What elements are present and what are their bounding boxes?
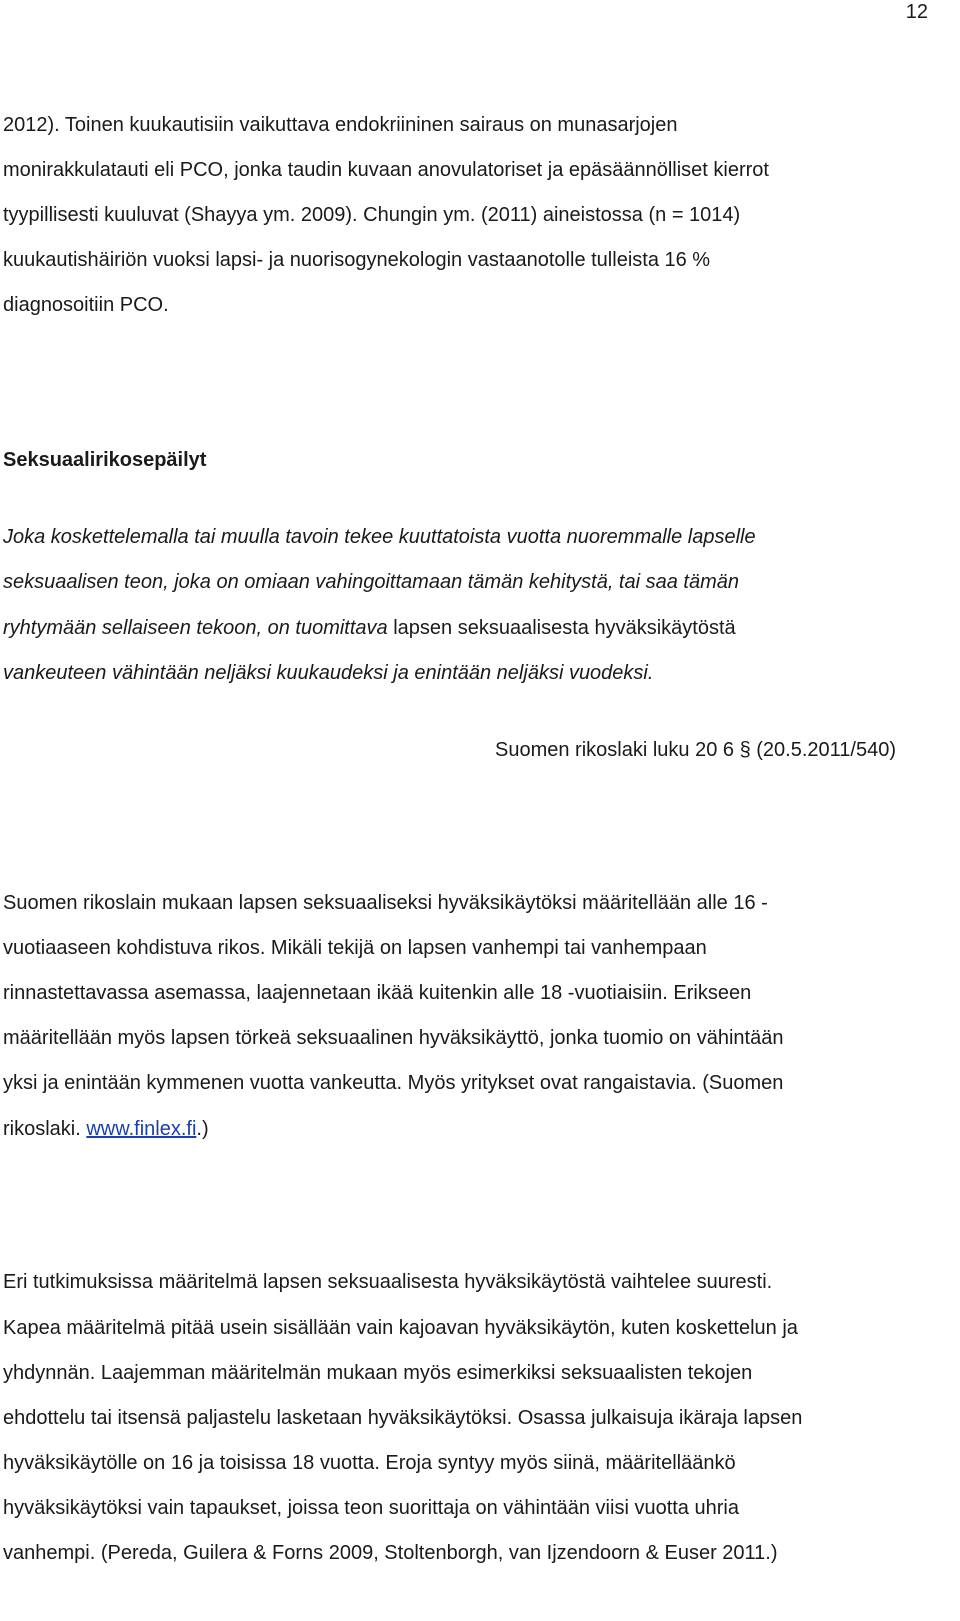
quote-plain-part: lapsen seksuaalisesta hyväksikäytöstä [393,617,736,639]
finlex-link[interactable]: www.finlex.fi [86,1118,197,1140]
paragraph-line: yksi ja enintään kymmenen vuotta vankeutta. Myös yritykset ovat rangaistavia. (Suomen [3,1072,784,1094]
paragraph-line: yhdynnän. Laajemman määritelmän mukaan myös esimerkiksi seksuaalisten tekojen [3,1362,753,1384]
quote-italic-part: ryhtymään sellaiseen tekoon, on tuomittava [3,617,394,639]
law-citation: Suomen rikoslaki luku 20 6 § (20.5.2011/540) [495,739,896,761]
page-number: 12 [905,1,928,23]
paragraph-line: 2012). Toinen kuukautisiin vaikuttava endokriininen sairaus on munasarjojen [3,114,678,136]
paragraph-line: monirakkulatauti eli PCO, jonka taudin kuvaan anovulatoriset ja epäsäännölliset kierrot [3,159,769,181]
paragraph-line [3,1115,209,1143]
quote-line [3,614,736,642]
paragraph-line: kuukautishäiriön vuoksi lapsi- ja nuorisogynekologin vastaanotolle tulleista 16 % [3,249,711,271]
quote-line: Joka koskettelemalla tai muulla tavoin tekee kuuttatoista vuotta nuoremmalle lapselle [3,526,756,548]
paragraph-line: ehdottelu tai itsensä paljastelu lasketaan hyväksikäytöksi. Osassa julkaisuja ikäraja lapsen [3,1407,803,1429]
paragraph-line: hyväksikäytöksi vain tapaukset, joissa teon suorittaja on vähintään viisi vuotta uhria [3,1497,739,1519]
paragraph-line: määritellään myös lapsen törkeä seksuaalinen hyväksikäyttö, jonka tuomio on vähintään [3,1027,784,1049]
paragraph-line: tyypillisesti kuuluvat (Shayya ym. 2009). Chungin ym. (2011) aineistossa (n = 1014) [3,204,741,226]
quote-line: vankeuteen vähintään neljäksi kuukaudeksi ja enintään neljäksi vuodeksi. [3,662,654,684]
paragraph-line: vanhempi. (Pereda, Guilera & Forns 2009, Stoltenborgh, van Ijzendoorn & Euser 2011.) [3,1542,778,1564]
paragraph-line: rinnastettavassa asemassa, laajennetaan ikää kuitenkin alle 18 -vuotiaisiin. Erikseen [3,982,752,1004]
section-heading: Seksuaalirikosepäilyt [3,449,207,471]
quote-line: seksuaalisen teon, joka on omiaan vahingoittamaan tämän kehitystä, tai saa tämän [3,571,739,593]
paragraph-line: Eri tutkimuksissa määritelmä lapsen seksuaalisesta hyväksikäytöstä vaihtelee suuresti. [3,1271,773,1293]
text-fragment: rikoslaki. [3,1118,87,1140]
paragraph-line: vuotiaaseen kohdistuva rikos. Mikäli tekijä on lapsen vanhempi tai vanhempaan [3,937,707,959]
paragraph-line: Kapea määritelmä pitää usein sisällään vain kajoavan hyväksikäytön, kuten koskettelun ja [3,1317,798,1339]
paragraph-line: Suomen rikoslain mukaan lapsen seksuaaliseksi hyväksikäytöksi määritellään alle 16 - [3,892,768,914]
paragraph-line: hyväksikäytölle on 16 ja toisissa 18 vuotta. Eroja syntyy myös siinä, määritelläänkö [3,1452,736,1474]
text-fragment: .) [196,1118,209,1140]
paragraph-line: diagnosoitiin PCO. [3,294,169,316]
